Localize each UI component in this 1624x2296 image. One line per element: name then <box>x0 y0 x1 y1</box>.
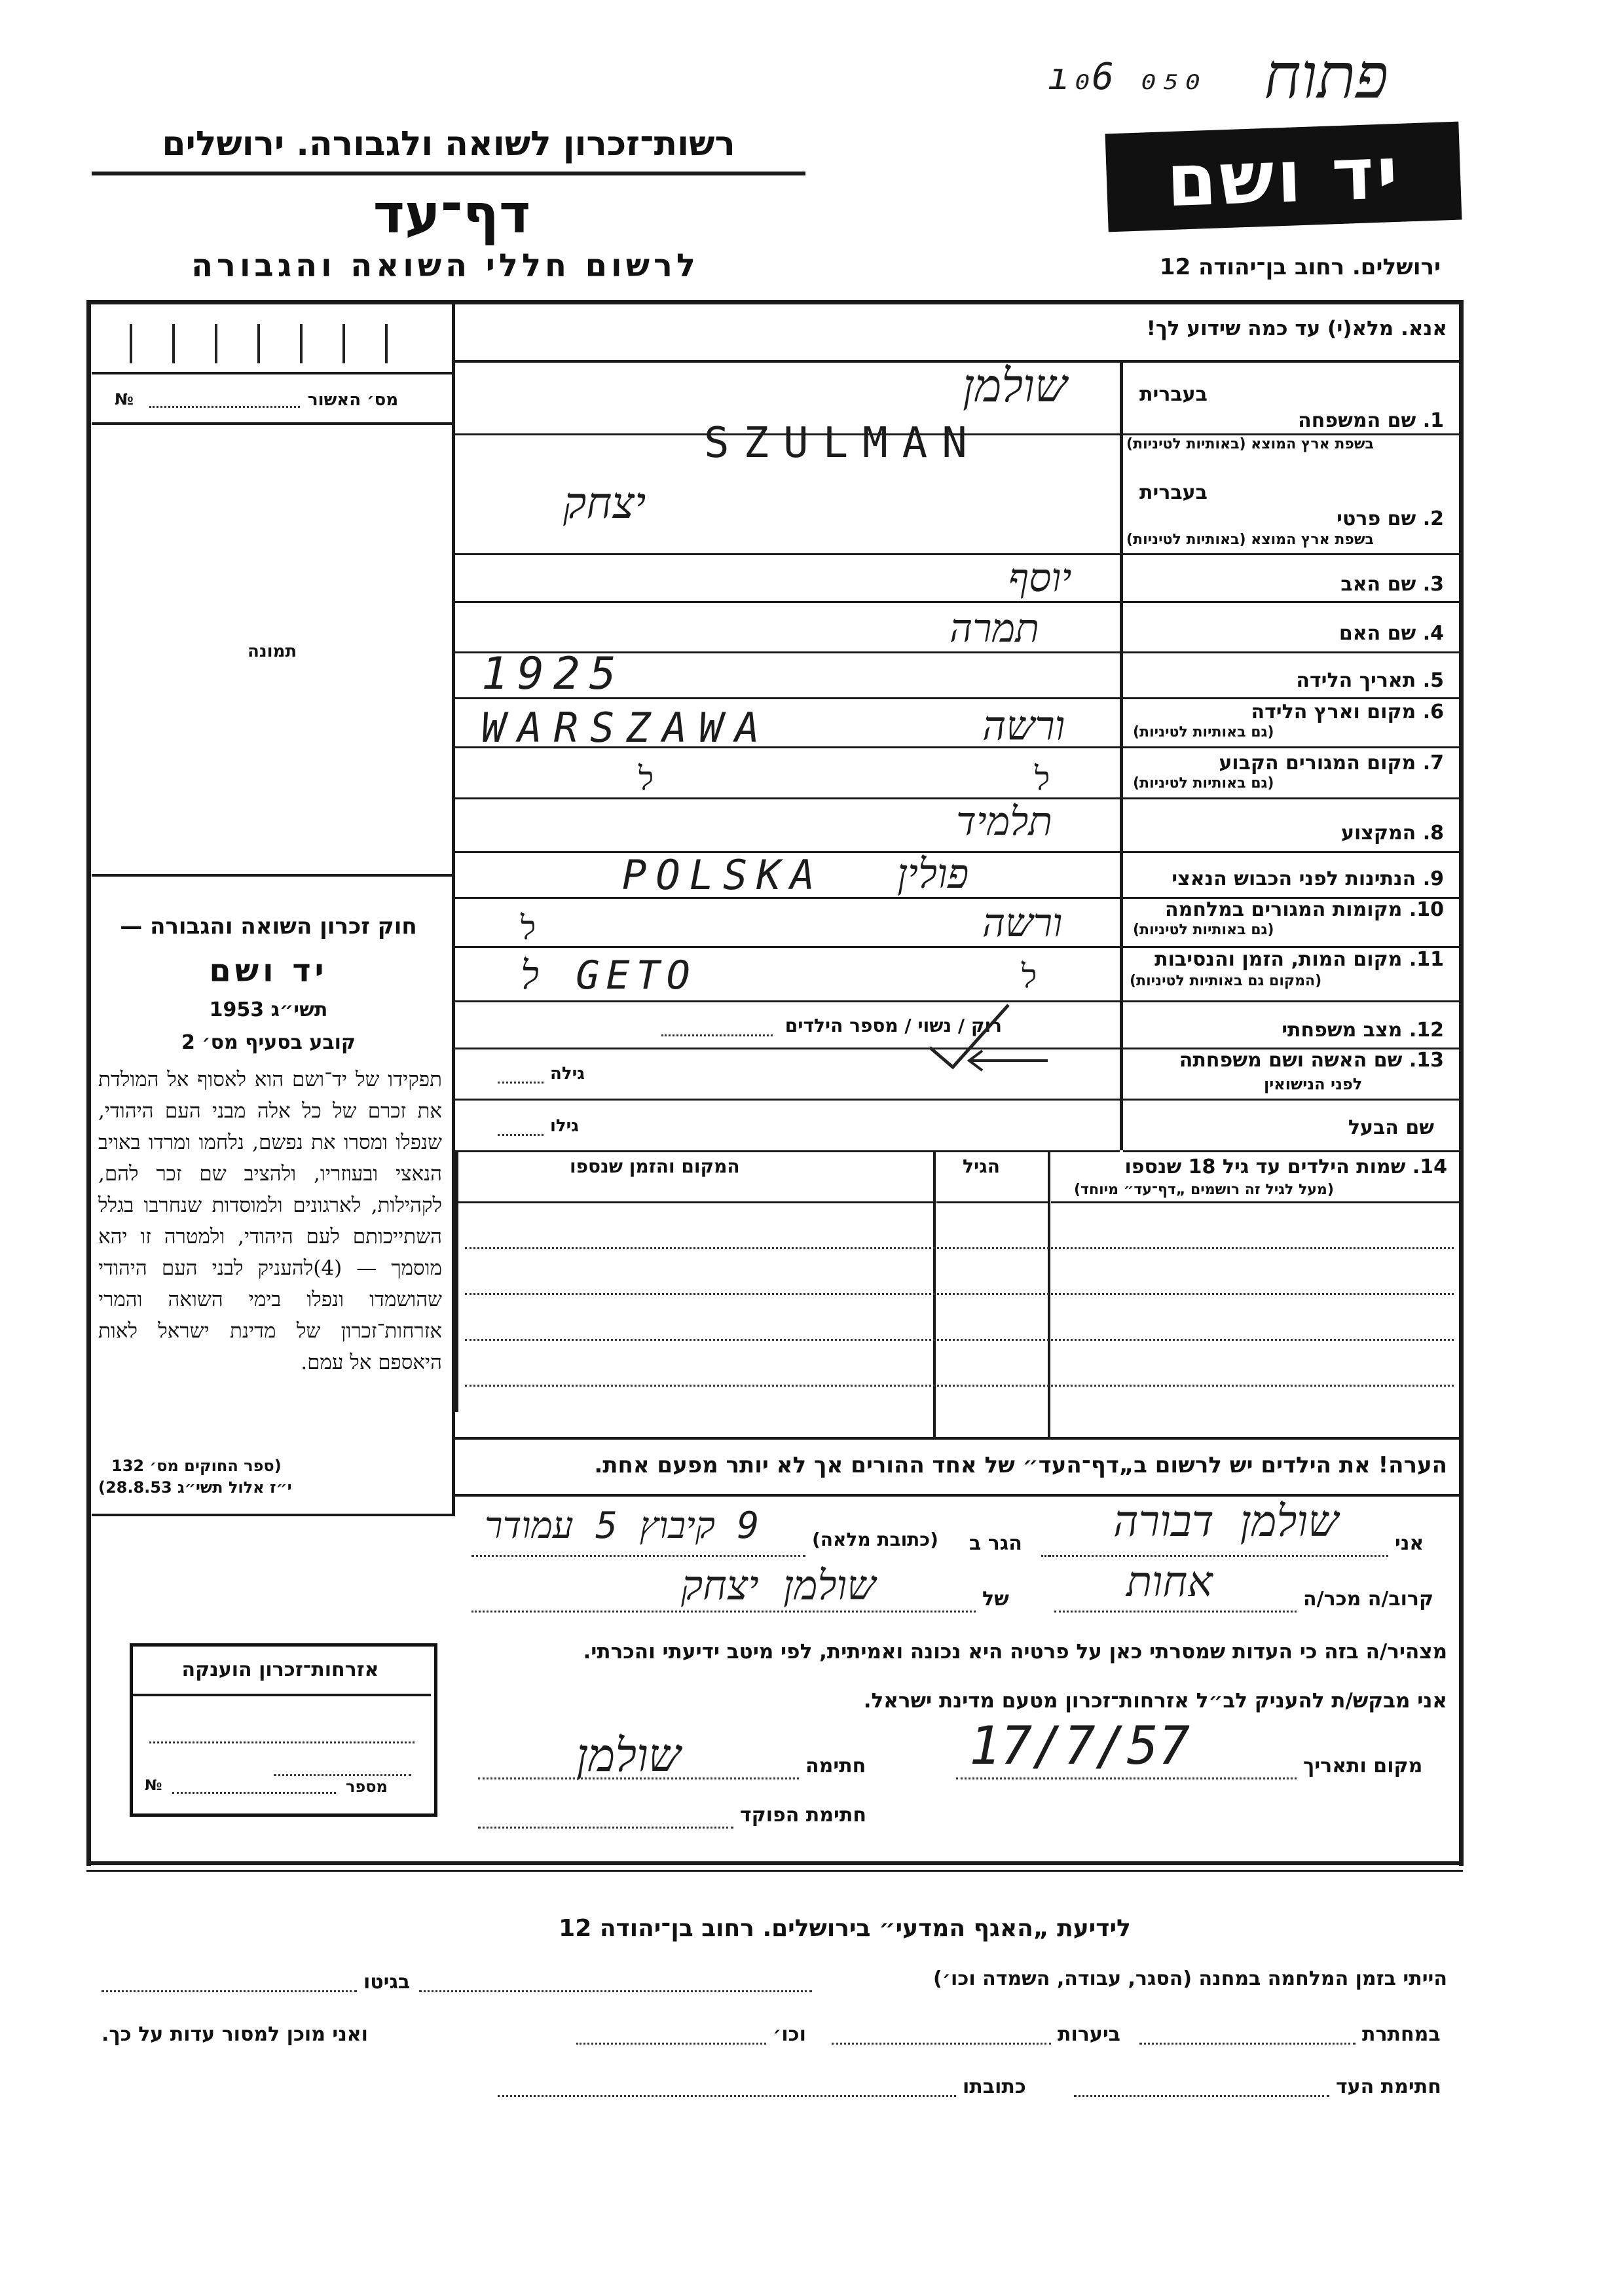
field-8-label: 8. המקצוע <box>1340 822 1444 845</box>
address-line: ירושלים. רחוב בן־יהודה 12 <box>1159 254 1441 280</box>
id-boxes <box>92 324 449 363</box>
handwritten-annotation: פתוח <box>1264 39 1389 113</box>
law-ref-1: (ספר החוקים מס׳ 132 <box>111 1457 282 1475</box>
field-6-lat-value: WARSZAWA <box>481 704 771 752</box>
field-3-heb-value: יוסף <box>1008 555 1072 601</box>
field-7-heb-value: ל <box>1035 759 1050 797</box>
field-10-lat-value: ל <box>521 909 536 947</box>
field-11-heb-value: ל <box>1022 957 1037 995</box>
field-2-heb-value: יצחק <box>563 478 646 528</box>
of-value: שולמן יצחק <box>681 1561 876 1609</box>
number-label: מספר <box>346 1777 388 1796</box>
footer-camp-suffix: בגיטו <box>363 1971 411 1994</box>
law-name: יד ושם <box>209 953 328 989</box>
wife-age-field[interactable] <box>498 1082 544 1084</box>
field-10-hint: (גם באותיות לטיניות) <box>1133 922 1274 938</box>
officer-label: חתימת הפוקד <box>740 1804 866 1827</box>
field-5-lat-value: 1925 <box>481 648 625 700</box>
resides-label: הגר ב <box>969 1532 1022 1555</box>
field-1-heb-value: שולמן <box>963 359 1067 412</box>
field-6-label: 6. מקום וארץ הלידה <box>1251 701 1444 723</box>
law-clause: קובע בסעיף מס׳ 2 <box>181 1031 356 1054</box>
field-9-lat-value: POLSKA <box>622 851 824 899</box>
form-subtitle: לרשום חללי השואה והגבורה <box>191 247 699 284</box>
field-6-heb-value: ורשה <box>982 702 1065 750</box>
footer-etc: וכו׳ <box>773 2023 806 2046</box>
field-2-label: 2. שם פרטי <box>1337 507 1444 530</box>
footer-address-label: כתובתו <box>963 2075 1026 2098</box>
field-12-label: 12. מצב משפחתי <box>1282 1019 1444 1042</box>
field-3-label: 3. שם האב <box>1340 573 1444 596</box>
footer-underground: במחתרת <box>1362 2023 1441 2046</box>
footer-forests: ביערות <box>1058 2023 1120 2046</box>
footer-witness-sig: חתימת העד <box>1336 2075 1441 2098</box>
etc-field[interactable] <box>576 2043 766 2045</box>
authority-underline <box>92 172 805 175</box>
field-8-heb-value: תלמיד <box>956 799 1052 845</box>
field-5-label: 5. תאריך הלידה <box>1296 669 1444 692</box>
camp-field[interactable] <box>419 1990 812 1992</box>
field-10-heb-value: ורשה <box>982 900 1063 946</box>
child-row-1[interactable] <box>465 1247 1454 1249</box>
relation-value: אחות <box>1126 1558 1213 1607</box>
underground-field[interactable] <box>1139 2043 1356 2045</box>
field-6-hint: (גם באותיות לטיניות) <box>1133 724 1274 740</box>
citizenship-request: אני מבקש/ת להעניק לב״ל אזרחות־זכרון מטעם מדינת ישראל. <box>863 1689 1447 1713</box>
address-value: 9 קיבוץ 5 עמודר <box>485 1504 760 1547</box>
field-7-lat-value: ל <box>638 759 654 797</box>
field-13-hint: לפני הנישואין <box>1264 1075 1363 1093</box>
signature-label: חתימה <box>805 1755 866 1777</box>
handwritten-code: ı₀6 ₀₅₀ <box>1048 56 1203 98</box>
law-text: תפקידו של יד־ושם הוא לאסוף אל המולדת את זכרם של כל אלה מבני העם היהודי, שנפלו ומסרו את נפשם, נלחמו ומרדו באויב הנאצי ובעוזריו, ולהציב שם זכר להם, לקהילות, לארגונים ולמוסדות שנחרבו בגלל השתייכותם לעם היהודי, ולמטרה זו יהא מוסמך — (4)להעניק לבני העם היהודי שהושמדו ונפלו בימי השואה והמרי אזרחות־זכרון של מדינת ישראל לאות היאספם אל עמם. <box>98 1068 442 1374</box>
field-1-lat-value: SZULMAN <box>704 419 982 467</box>
field-4-heb-value: תמרה <box>950 606 1039 651</box>
number-mark: № <box>145 1777 162 1794</box>
husband-label: שם הבעל <box>1348 1116 1434 1139</box>
ghetto-field[interactable] <box>101 1990 357 1992</box>
authority-name: רשות־זכרון לשואה ולגבורה. ירושלים <box>162 124 735 164</box>
field-1-lang: בעברית <box>1139 383 1208 406</box>
citizenship-number-field[interactable] <box>172 1792 336 1794</box>
marital-options: רוק / נשוי / מספר הילדים <box>784 1015 1002 1036</box>
field-1-hint: בשפת ארץ המוצא (באותיות לטיניות) <box>1126 436 1374 452</box>
children-col-age: הגיל <box>963 1156 1000 1177</box>
field-11-hint: (המקום גם באותיות לטיניות) <box>1130 973 1322 989</box>
witness-address-field[interactable] <box>498 2095 956 2097</box>
husband-age-label: גילו <box>550 1116 579 1136</box>
children-col-place: המקום והזמן שנספו <box>570 1156 740 1177</box>
field-7-hint: (גם באותיות לטיניות) <box>1133 775 1274 792</box>
intro-text: אנא. מלא(י) עד כמה שידוע לך! <box>1146 317 1447 340</box>
field-11-lat-value: ל GETO <box>521 953 697 998</box>
remark: הערה! את הילדים יש לרשום ב„דף־העד״ של אחד ההורים אך לא יותר מפעם אחת. <box>594 1452 1447 1478</box>
relation-label: קרוב/ה מכר/ה <box>1303 1588 1434 1611</box>
address-hint: (כתובת מלאה) <box>812 1529 938 1550</box>
declaration: מצהיר/ה בזה כי העדות שמסרתי כאן על פרטיה היא נכונה ואמיתית, לפי מיטב ידיעתי והכרתי. <box>583 1640 1447 1664</box>
field-2-hint: בשפת ארץ המוצא (באותיות לטיניות) <box>1126 532 1374 548</box>
photo-label: תמונה <box>248 642 297 661</box>
witness-sig-field[interactable] <box>1074 2095 1329 2097</box>
yad-vashem-logo: יד ושם <box>1105 122 1462 232</box>
children-count-field[interactable] <box>661 1034 773 1036</box>
place-date-label: מקום ותאריך <box>1303 1755 1423 1777</box>
children-note: (מעל לגיל זה רושמים „דף־עד״ מיוחד) <box>1074 1182 1334 1198</box>
law-ref-2: י״ז אלול תשי״ג 28.8.53) <box>98 1478 292 1497</box>
field-9-label: 9. הנתינות לפני הכבוש הנאצי <box>1172 867 1444 890</box>
footer-ready: ואני מוכן למסור עדות על כך. <box>101 2023 368 2046</box>
field-11-label: 11. מקום המות, הזמן והנסיבות <box>1154 948 1444 971</box>
place-date-value: 17/7/57 <box>969 1715 1190 1776</box>
declarant-name-value: שולמן דבורה <box>1113 1496 1339 1546</box>
field-13-label: 13. שם האשה ושם משפחתה <box>1179 1049 1444 1072</box>
approval-no-mark: № <box>115 390 134 409</box>
signature-value: שולמן <box>576 1728 681 1782</box>
forests-field[interactable] <box>832 2043 1051 2045</box>
field-2-lang: בעברית <box>1139 481 1208 504</box>
citizenship-box <box>130 1643 437 1817</box>
field-10-label: 10. מקומות המגורים במלחמה <box>1165 898 1444 921</box>
child-row-2[interactable] <box>465 1293 1454 1295</box>
law-heading: חוק זכרון השואה והגבורה — <box>120 913 417 939</box>
approval-field[interactable] <box>149 406 300 408</box>
citizenship-title: אזרחות־זכרון הוענקה <box>181 1658 379 1681</box>
law-year: תשי״ג 1953 <box>209 998 328 1021</box>
child-row-3[interactable] <box>465 1339 1454 1341</box>
wife-age-label: גילה <box>550 1064 585 1084</box>
field-9-heb-value: פולין <box>897 850 969 898</box>
arrow-mark <box>963 1044 1054 1077</box>
child-row-4[interactable] <box>465 1385 1454 1387</box>
children-title: 14. שמות הילדים עד גיל 18 שנספו <box>1124 1156 1447 1178</box>
approval-label: מס׳ האשור <box>308 390 399 410</box>
of-label: של <box>982 1588 1009 1611</box>
field-7-label: 7. מקום המגורים הקבוע <box>1219 752 1444 774</box>
footer-title: לידיעת „האגף המדעי״ בירושלים. רחוב בן־יהודה 12 <box>559 1915 1131 1942</box>
form-title: דף־עד <box>373 183 531 246</box>
field-4-label: 4. שם האם <box>1338 622 1444 645</box>
declarant-i-label: אני <box>1395 1532 1424 1555</box>
footer-camp-line: הייתי בזמן המלחמה במחנה (הסגר, עבודה, השמדה וכו׳) <box>933 1967 1447 1990</box>
husband-age-field[interactable] <box>498 1134 544 1136</box>
field-1-label: 1. שם המשפחה <box>1298 409 1444 432</box>
